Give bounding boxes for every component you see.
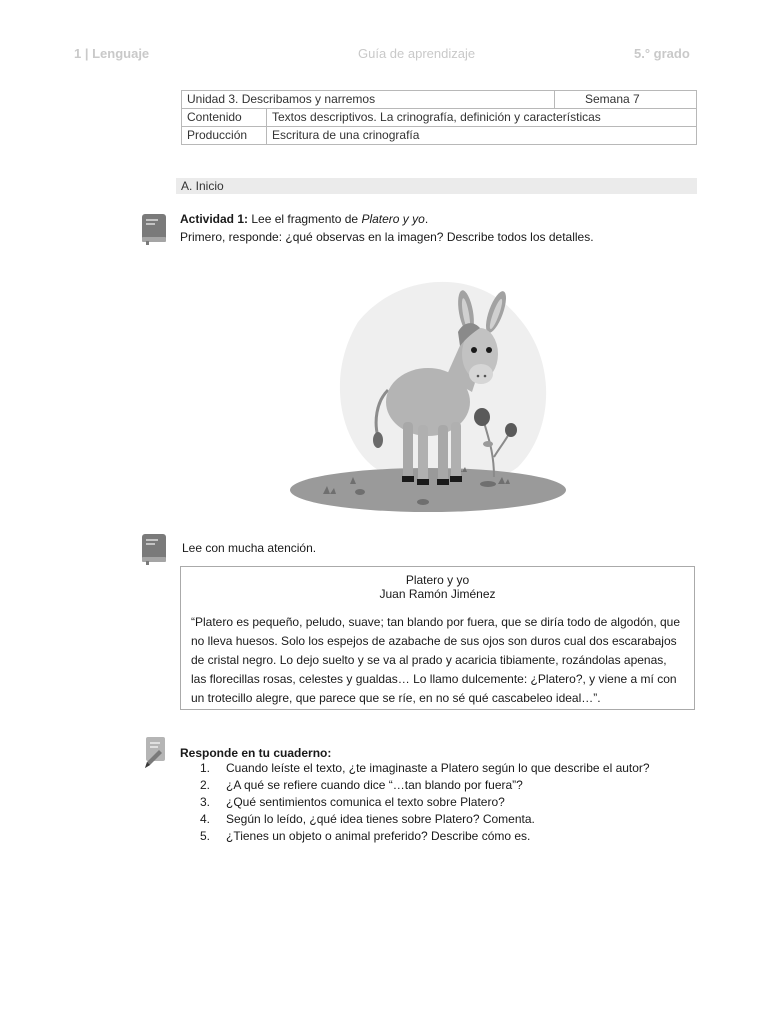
- list-item: [200, 777, 650, 794]
- question-number: 5.: [200, 829, 211, 843]
- question-text: ¿Tienes un objeto o animal preferido? Describe cómo es.: [226, 829, 531, 843]
- question-number: 1.: [200, 761, 211, 775]
- questions-list: [198, 760, 650, 845]
- pencil-notebook-icon: [141, 736, 169, 770]
- reading-author: Juan Ramón Jiménez: [379, 587, 496, 601]
- donkey-illustration: [288, 262, 568, 526]
- week-cell: Semana 7: [555, 91, 697, 109]
- activity-text: Lee el fragmento de: [248, 212, 362, 226]
- unit-cell: Unidad 3. Describamos y narremos: [182, 91, 555, 109]
- list-item: [200, 794, 650, 811]
- production-value: Escritura de una crinografía: [267, 127, 697, 145]
- header-guide-title: Guía de aprendizaje: [358, 46, 476, 61]
- list-item: [200, 760, 650, 777]
- list-item: [200, 811, 650, 828]
- question-number: 3.: [200, 795, 211, 809]
- question-text: Cuando leíste el texto, ¿te imaginaste a Platero según lo que describe el autor?: [226, 761, 650, 775]
- reading-body: “Platero es pequeño, peludo, suave; tan blando por fuera, que se diría todo de algodón, que no lleva huesos. Solo los espejos de azabache de sus ojos son duros cual dos escarabajos de cristal negro. Lo dejo suelto y se va al prado y acaricia tibiamente, rozándolas apenas, las florecillas rosas, celestes y gualdas… Lo llamo dulcemente: ¿Platero?, y viene a mí con un trotecillo alegre, que parece que se ríe, en no sé qué cascabeleo ideal…”.: [191, 615, 681, 705]
- read-instruction: Lee con mucha atención.: [182, 541, 317, 555]
- question-text: Según lo leído, ¿qué idea tienes sobre Platero? Comenta.: [226, 812, 535, 826]
- book-icon: [141, 213, 167, 245]
- question-number: 2.: [200, 778, 211, 792]
- reading-title: Platero y yo: [405, 573, 470, 587]
- info-table: [181, 90, 697, 145]
- section-heading: A. Inicio: [176, 178, 697, 194]
- header-subject: 1 | Lenguaje: [74, 46, 150, 61]
- book-icon: [141, 533, 167, 565]
- content-label: Contenido: [182, 109, 267, 127]
- questions-heading: Responde en tu cuaderno:: [180, 746, 332, 760]
- question-text: ¿A qué se refiere cuando dice “…tan blando por fuera”?: [226, 778, 523, 792]
- production-label: Producción: [182, 127, 267, 145]
- activity-label: Actividad 1:: [180, 212, 249, 226]
- table-row: [182, 127, 697, 145]
- table-row: [182, 109, 697, 127]
- activity-period: .: [424, 212, 429, 226]
- question-number: 4.: [200, 812, 211, 826]
- activity-instruction: Primero, responde: ¿qué observas en la imagen? Describe todos los detalles.: [180, 230, 594, 244]
- activity-book-title: Platero y yo: [361, 212, 425, 226]
- table-row: [182, 91, 697, 109]
- reading-box: [180, 566, 695, 710]
- question-text: ¿Qué sentimientos comunica el texto sobre Platero?: [226, 795, 505, 809]
- header-grade: 5.° grado: [634, 46, 690, 61]
- content-value: Textos descriptivos. La crinografía, definición y características: [267, 109, 697, 127]
- list-item: [200, 828, 650, 845]
- activity-line: [180, 210, 428, 228]
